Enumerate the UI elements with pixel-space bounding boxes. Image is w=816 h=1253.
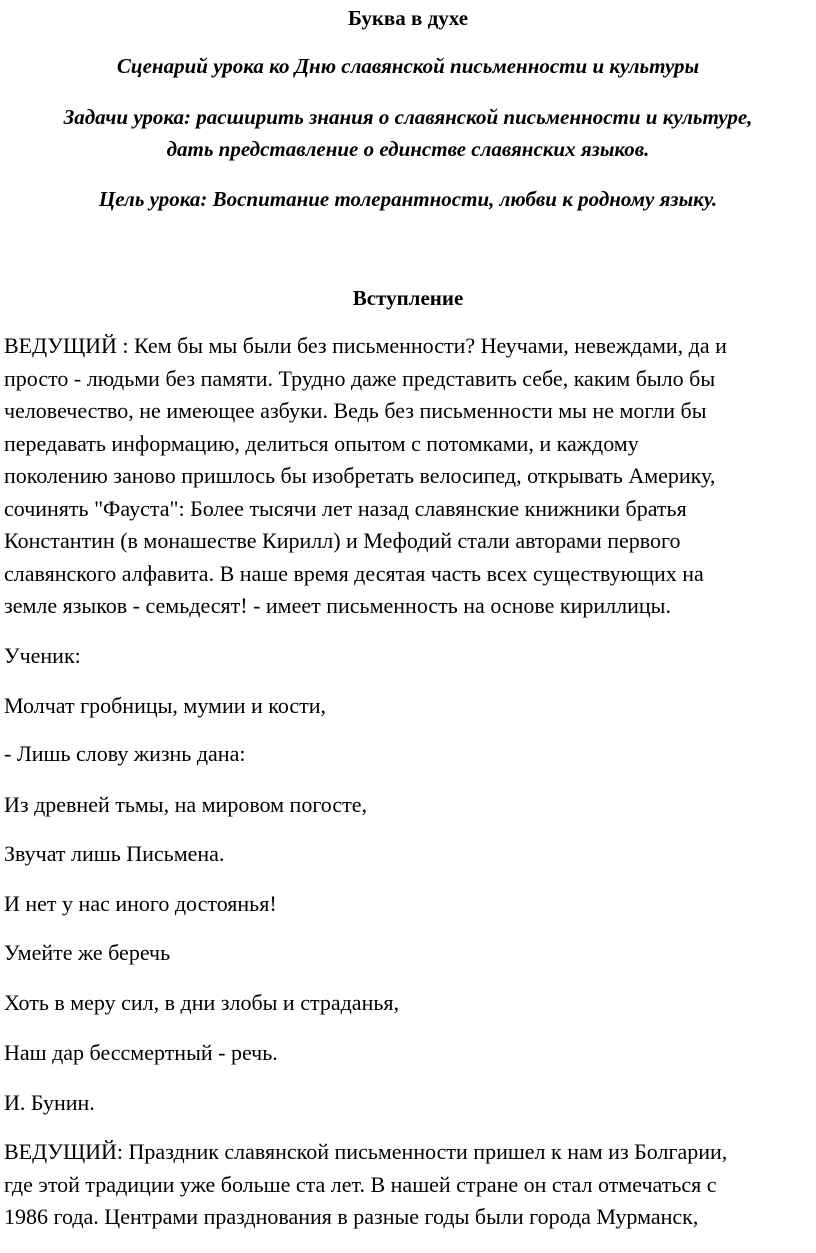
poem-line: Умейте же беречь xyxy=(4,940,171,965)
paragraph-line: человечество, не имеющее азбуки. Ведь без письменности мы не могли бы xyxy=(4,398,707,423)
paragraph-line: земле языков - семьдесят! - имеет письменность на основе кириллицы. xyxy=(4,593,671,618)
student-label: Ученик: xyxy=(4,643,81,668)
poem-line: - Лишь слову жизнь дана: xyxy=(4,741,246,766)
paragraph-line: ВЕДУЩИЙ: Праздник славянской письменности пришел к нам из Болгарии, xyxy=(4,1139,728,1164)
lesson-goal: Цель урока: Воспитание толерантности, любви к родному языку. xyxy=(98,187,718,211)
document-subtitle: Сценарий урока ко Дню славянской письменности и культуры xyxy=(116,54,700,78)
paragraph-line: поколению заново пришлось бы изобретать велосипед, открывать Америку, xyxy=(4,463,716,488)
paragraph-line: ВЕДУЩИЙ : Кем бы мы были без письменности? Неучами, невеждами, да и xyxy=(4,333,727,358)
poem-author: И. Бунин. xyxy=(4,1090,95,1115)
lesson-tasks-line-1: Задачи урока: расширить знания о славянской письменности и культуре, xyxy=(63,105,753,129)
paragraph-line: передавать информацию, делиться опытом с потомками, и каждому xyxy=(4,430,639,456)
paragraph-line: Константин (в монашестве Кирилл) и Мефодий стали авторами первого xyxy=(4,528,681,553)
host-paragraph-1 xyxy=(4,330,812,623)
lesson-tasks-line-2: дать представление о единстве славянских языков. xyxy=(166,137,650,161)
poem-line: Звучат лишь Письмена. xyxy=(4,841,225,866)
section-title-intro: Вступление xyxy=(352,286,464,310)
poem-line: Наш дар бессмертный - речь. xyxy=(4,1040,278,1065)
poem-line: Молчат гробницы, мумии и кости, xyxy=(4,693,327,718)
poem-line: И нет у нас иного достоянья! xyxy=(4,891,277,916)
poem-line: Хоть в меру сил, в дни злобы и страданья, xyxy=(4,990,400,1015)
paragraph-line: просто - людьми без памяти. Трудно даже представить себе, каким было бы xyxy=(4,365,716,391)
paragraph-line: 1986 года. Центрами празднования в разные годы были города Мурманск, xyxy=(4,1204,699,1229)
document-title: Буква в духе xyxy=(347,6,469,30)
paragraph-line: где этой традиции уже больше ста лет. В нашей стране он стал отмечаться с xyxy=(4,1171,717,1197)
poem-line: Из древней тьмы, на мировом погосте, xyxy=(4,792,367,817)
host-paragraph-2 xyxy=(4,1136,812,1234)
paragraph-line: сочинять "Фауста": Более тысячи лет назад славянские книжники братья xyxy=(4,495,687,521)
paragraph-line: славянского алфавита. В наше время десятая часть всех существующих на xyxy=(4,560,704,586)
